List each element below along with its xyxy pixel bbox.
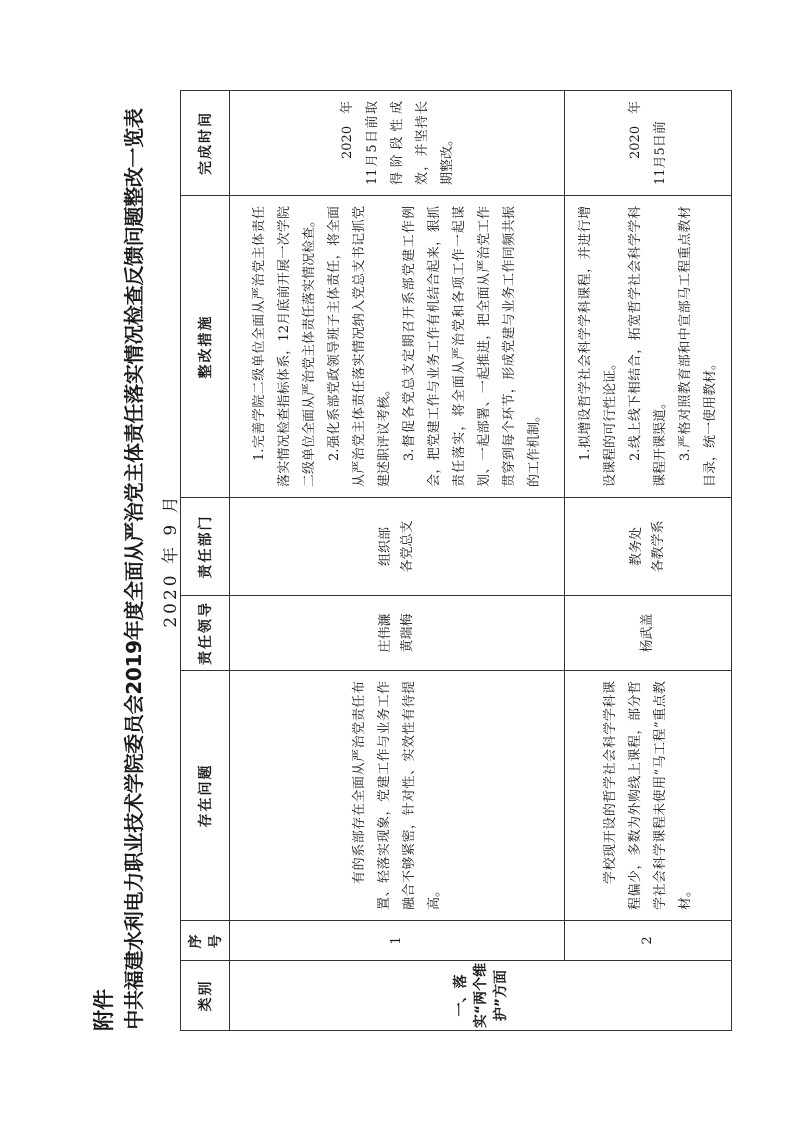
problem-cell — [565, 671, 732, 921]
department-name: 教务处 — [629, 527, 644, 567]
department-name: 组织部 — [378, 527, 393, 567]
measure-item: 1.拟增设哲学社会科学学科课程，并进行增设课程的可行性论证。 — [578, 206, 618, 487]
rectification-table — [180, 90, 732, 1031]
document-title: 中共福建水利电力职业技术学院委员会2019年度全面从严治党主体责任落实情况检查反馈问题整改一览表 — [122, 108, 146, 1030]
problem-text: 学校现开设的哲学社会科学学科课程偏少，多数为外购线上课程，部分哲学社会科学课程未使用“马工程”重点教材。 — [603, 681, 693, 910]
deadline-cell — [230, 91, 565, 196]
row-number: 2 — [565, 921, 732, 961]
header-leader: 责任领导 — [181, 596, 230, 671]
deadline-cell — [565, 91, 732, 196]
deadline-text: 2020年11月5日前 — [628, 101, 668, 185]
measure-item: 1.完善学院二级单位全面从严治党主体责任落实情况检查指标体系，12月底前开展一次学院二级单位全面从严治党主体责任落实情况检查。 — [252, 206, 317, 487]
category-cell: 一、落实“两个维护”方面 — [230, 961, 732, 1031]
header-category: 类别 — [181, 961, 230, 1031]
leader-name: 杨武盖 — [640, 613, 655, 653]
header-deadline: 完成时间 — [181, 91, 230, 196]
problem-cell — [230, 671, 565, 921]
department-cell — [230, 498, 565, 596]
leader-name: 庄伟濂 — [378, 613, 393, 653]
header-department: 责任部门 — [181, 498, 230, 596]
measures-cell — [230, 196, 565, 498]
measure-item: 2.线上线下相结合，拓宽哲学社会科学学科课程开课渠道。 — [628, 206, 668, 487]
measures-cell — [565, 196, 732, 498]
document-date: 2020 年 9 月 — [161, 493, 181, 628]
problem-text: 有的系部存在全面从严治党责任布置、轻落实现象，党建工作与业务工作融合不够紧密，针对性、实效性有待提高。 — [352, 681, 442, 910]
department-cell — [565, 498, 732, 596]
measure-item: 3.督促各党总支定期召开系部党建工作例会，把党建工作与业务工作有机结合起来，狠抓责任落实，将全面从严治党和各项工作一起谋划、一起部署、一起推进，把全面从严治党工作贯穿到每个环节，形成党建与业务工作同频共振的工作机制。 — [402, 206, 542, 487]
table-header-row — [181, 91, 230, 1031]
header-problem: 存在问题 — [181, 671, 230, 921]
attachment-label: 附件 — [92, 989, 116, 1031]
table-row — [230, 91, 565, 1031]
deadline-text: 2020年11月5日前取得阶段性成效，并坚持长期整改。 — [339, 101, 455, 185]
header-measures: 整改措施 — [181, 196, 230, 498]
leader-cell — [230, 596, 565, 671]
row-number: 1 — [230, 921, 565, 961]
department-name: 各教学系 — [651, 520, 666, 573]
table-row — [565, 91, 732, 1031]
leader-name: 黄瑞梅 — [400, 613, 415, 653]
measure-item: 2.强化系部党政领导班子主体责任，将全面从严治党主体责任落实情况纳入党总支书记抓党建述职评议考核。 — [327, 206, 392, 487]
header-number: 序号 — [181, 921, 230, 961]
leader-cell — [565, 596, 732, 671]
measure-item: 3.严格对照教育部和中宣部马工程重点教材目录，统一使用教材。 — [678, 206, 718, 487]
department-name: 各党总支 — [400, 520, 415, 573]
